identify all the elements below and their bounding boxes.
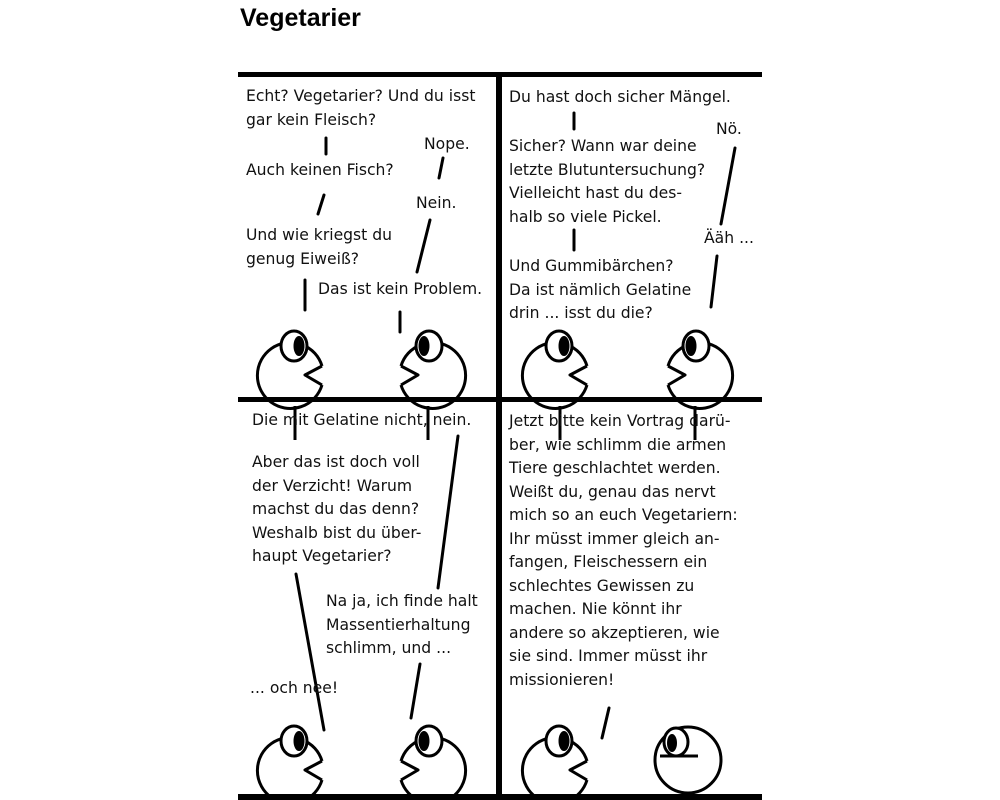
p2-speech-left-1: Du hast doch sicher Mängel. — [509, 88, 731, 106]
p1-speech-left-3: Und wie kriegst du genug Eiweiß? — [246, 226, 393, 268]
p1-speech-left-2: Auch keinen Fisch? — [246, 161, 394, 179]
p2-speech-left-3: Und Gummibärchen? Da ist nämlich Gelatine drin ... isst du die? — [509, 257, 692, 322]
panel-4-character-right-annoyed — [655, 727, 721, 793]
p1-speech-right-2: Nein. — [416, 194, 457, 212]
p1-speech-right-1: Nope. — [424, 135, 470, 153]
panel-3-character-left — [257, 726, 322, 800]
p2-speech-right-2: Ääh ... — [704, 229, 754, 247]
p1-speech-right-3: Das ist kein Problem. — [318, 280, 483, 298]
p2-speech-right-1: Nö. — [716, 120, 742, 138]
panel-4-character-left — [522, 726, 587, 800]
p3-speech-left-2: ... och nee! — [250, 679, 339, 697]
p3-speech-right-1: Die mit Gelatine nicht, nein. — [252, 411, 472, 429]
p3-speech-right-2: Na ja, ich finde halt Massentierhaltung schlimm, und ... — [326, 592, 478, 657]
panel-3-character-right — [401, 726, 466, 800]
p4-speech-left-1: Jetzt bitte kein Vortrag darü- ber, wie schlimm die armen Tiere geschlachtet werden. Weißt du, genau das nervt mich so an euch Vegetariern: Ihr müsst immer gleich an- fangen, Fleischessern ein schlechtes Gewissen zu machen. Nie könnt ihr andere so akzeptieren, wie sie sind. Immer müsst ihr missionieren! — [509, 412, 738, 689]
panel-4-speech-lines — [602, 708, 609, 738]
p1-speech-left-1: Echt? Vegetarier? Und du isst gar kein Fleisch? — [246, 87, 476, 129]
p3-speech-left-1: Aber das ist doch voll der Verzicht! Warum machst du das denn? Weshalb bist du über- haupt Vegetarier? — [252, 453, 422, 565]
comic-title: Vegetarier — [240, 4, 361, 32]
p2-speech-left-2: Sicher? Wann war deine letzte Blutuntersuchung? Vielleicht hast du des- halb so viele Pickel. — [509, 137, 706, 226]
